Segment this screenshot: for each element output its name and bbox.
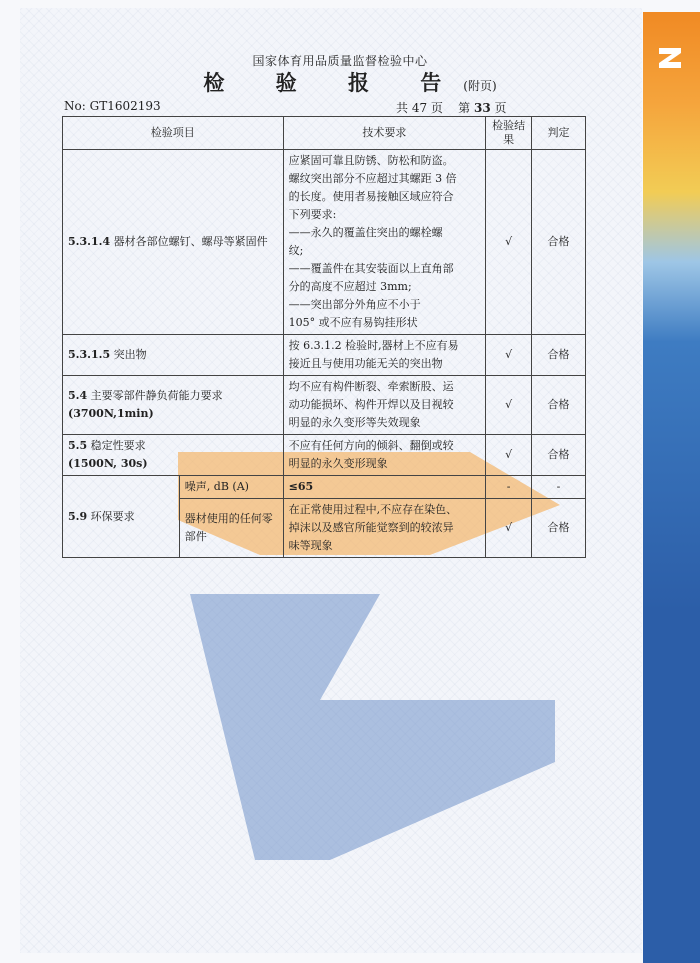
judgment-cell: 合格 [532,376,586,435]
requirement-line: 下列要求: [288,208,337,221]
judgment-cell: 合格 [532,150,586,335]
table-header-row [63,117,586,150]
requirement-line: 纹; [288,244,304,257]
judgment-cell: 合格 [532,435,586,476]
requirement-line: 螺纹突出部分不应超过其螺距 3 倍 [288,172,457,185]
requirement-line: 味等现象 [288,539,333,552]
item-code: 5.3.1.5 [68,348,111,361]
requirement-line: 在正常使用过程中,不应存在染色、 [288,503,458,516]
requirement-line: 明显的永久变形等失效现象 [288,416,421,429]
result-cell: √ [486,435,532,476]
requirement-cell [283,376,486,435]
item-params: (3700N,1min) [68,407,154,420]
requirement-line: 明显的永久变形现象 [288,457,388,470]
report-title-block [200,67,500,97]
requirement-line: 动功能损坏、构件开焊以及目视较 [288,398,454,411]
item-code: 5.4 [68,389,88,402]
requirement-line: 105° 或不应有易钩挂形状 [288,316,418,329]
total-pages: 共 47 页 [396,101,443,115]
result-cell: √ [486,376,532,435]
item-cell [63,476,180,558]
item-cell [63,435,284,476]
header-result: 检验结果 [486,117,532,150]
page-prefix: 第 [458,101,471,115]
result-cell: √ [486,499,532,558]
item-name: 稳定性要求 [90,439,146,452]
item-params: (1500N, 30s) [68,457,148,470]
item-cell [63,150,284,335]
report-subtitle: (附页) [463,79,497,93]
judgment-cell: 合格 [532,499,586,558]
requirement-line: 应紧固可靠且防锈、防松和防盗。 [288,154,454,167]
table-row [63,335,586,376]
organization-name: 国家体育用品质量监督检验中心 [252,54,428,68]
sub-item-cell: 噪声, dB (A) [179,476,283,499]
result-cell: √ [486,150,532,335]
item-cell [63,335,284,376]
requirement-cell: ≤65 [283,476,486,499]
sub-item-cell: 器材使用的任何零部件 [179,499,283,558]
page-indicator [396,99,507,116]
result-cell: √ [486,335,532,376]
watermark-blue-shape [190,594,555,860]
header-requirement: 技术要求 [283,117,486,150]
item-code: 5.3.1.4 [68,235,111,248]
requirement-line: ——永久的覆盖住突出的螺栓螺 [288,226,443,239]
requirement-line: 的长度。使用者易接触区域应符合 [288,190,454,203]
item-name: 突出物 [113,348,147,361]
requirement-line: ——覆盖件在其安装面以上直角部 [288,262,454,275]
header-judgment: 判定 [532,117,586,150]
report-number [64,99,161,113]
item-name: 器材各部位螺钉、螺母等紧固件 [113,235,268,248]
requirement-line: ——突出部分外角应不小于 [288,298,421,311]
item-code: 5.9 [68,509,88,523]
report-number-label: No: [64,99,86,113]
item-name: 主要零部件静负荷能力要求 [90,389,223,402]
header-item: 检验项目 [63,117,284,150]
page-suffix: 页 [494,101,507,115]
table-row [63,376,586,435]
current-page: 33 [474,101,491,115]
requirement-cell [283,435,486,476]
requirement-line: 分的高度不应超过 3mm; [288,280,412,293]
result-cell: - [486,476,532,499]
inspection-table [62,116,586,558]
item-name: 环保要求 [90,509,135,523]
table-row [63,435,586,476]
item-code: 5.5 [68,439,88,452]
requirement-cell [283,150,486,335]
judgment-cell: 合格 [532,335,586,376]
requirement-line: 按 6.3.1.2 检验时,器材上不应有易 [288,339,459,352]
report-number-value: GT1602193 [89,99,161,113]
requirement-line: 掉沫以及感官所能觉察到的较浓异 [288,521,454,534]
judgment-cell: - [532,476,586,499]
requirement-cell [283,499,486,558]
item-cell [63,376,284,435]
table-row [63,476,586,499]
requirement-line: 接近且与使用功能无关的突出物 [288,357,443,370]
table-row [63,150,586,335]
report-title: 检 验 报 告 [203,70,464,95]
requirement-cell [283,335,486,376]
requirement-line: 不应有任何方向的倾斜、翻倒或较 [288,439,454,452]
requirement-line: 均不应有构件断裂、牵索断股、运 [288,380,454,393]
